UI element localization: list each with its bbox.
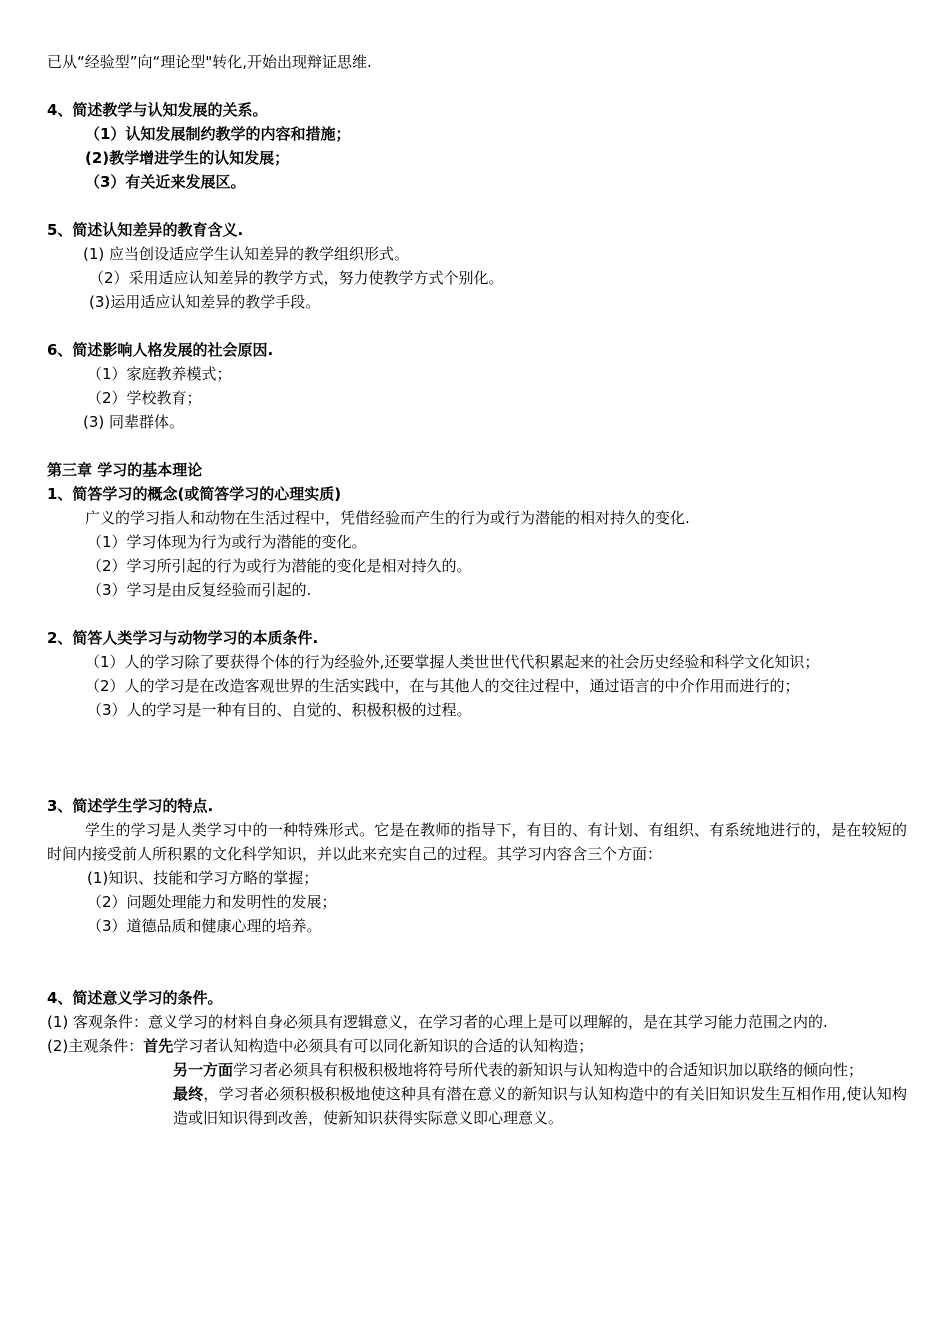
q5-title: 5、简述认知差异的教育含义. [47, 221, 244, 239]
q6-item-3: (3) 同辈群体。 [83, 413, 185, 431]
first-text: 学习者认知构造中必须具有可以同化新知识的合适的认知构造； [173, 1037, 594, 1055]
ch3-q4-final [47, 1082, 907, 1130]
ch3-q4-objective: (1) 客观条件：意义学习的材料自身必须具有逻辑意义，在学习者的心理上是可以理解的，是在其学习能力范围之内的. [47, 1013, 828, 1031]
ch3-q2-item-2: （2）人的学习是在改造客观世界的生活实践中，在与其他人的交往过程中，通过语言的中介作用而进行的； [85, 677, 800, 695]
ch3-q1-item-2: （2）学习所引起的行为或行为潜能的变化是相对持久的。 [87, 557, 472, 575]
ch3-q2-item-1: （1）人的学习除了要获得个体的行为经验外,还要掌握人类世世代代积累起来的社会历史经验和科学文化知识； [85, 653, 820, 671]
q6-item-1: （1）家庭教养模式； [87, 365, 232, 383]
ch3-q3-title: 3、简述学生学习的特点. [47, 797, 214, 815]
q4-title: 4、简述教学与认知发展的关系。 [47, 101, 268, 119]
first-bold: 首先 [143, 1037, 174, 1055]
ch3-q2-item-3: （3）人的学习是一种有目的、自觉的、积极积极的过程。 [87, 701, 472, 719]
q5-item-3: (3)运用适应认知差异的教学手段。 [89, 293, 321, 311]
intro-line: 已从“经验型”向“理论型"转化,开始出现辩证思维. [47, 53, 372, 71]
final-text: ，学习者必须积极积极地使这种具有潜在意义的新知识与认知构造中的有关旧知识发生互相作用,使认知构造或旧知识得到改善，使新知识获得实际意义即心理意义。 [173, 1085, 907, 1127]
ch3-q3-item-2: （2）问题处理能力和发明性的发展； [87, 893, 337, 911]
ch3-q3-item-1: (1)知识、技能和学习方略的掌握； [87, 869, 319, 887]
q6-item-2: （2）学校教育； [87, 389, 202, 407]
q4-item-3: （3）有关近来发展区。 [85, 173, 246, 191]
subjective-label: (2)主观条件： [47, 1037, 144, 1055]
q4-item-2: (2)教学增进学生的认知发展； [85, 149, 290, 167]
ch3-q3-paragraph: 学生的学习是人类学习中的一种特殊形式。它是在教师的指导下，有目的、有计划、有组织、有系统地进行的，是在较短的时间内接受前人所积累的文化科学知识，并以此来充实自己的过程。其学习内容含三个方面： [47, 821, 907, 863]
chapter3-title: 第三章 学习的基本理论 [47, 461, 203, 479]
ch3-q1-title: 1、简答学习的概念(或简答学习的心理实质) [47, 485, 342, 503]
q4-item-1: （1）认知发展制约教学的内容和措施； [85, 125, 351, 143]
q5-item-2: （2）采用适应认知差异的教学方式，努力使教学方式个别化。 [89, 269, 504, 287]
ch3-q1-item-1: （1）学习体现为行为或行为潜能的变化。 [87, 533, 367, 551]
q6-title: 6、简述影响人格发展的社会原因. [47, 341, 274, 359]
document-page [47, 50, 907, 1130]
second-text: 学习者必须具有积极积极地将符号所代表的新知识与认知构造中的合适知识加以联络的倾向性； [233, 1061, 864, 1079]
ch3-q4-title: 4、简述意义学习的条件。 [47, 989, 223, 1007]
ch3-q2-title: 2、简答人类学习与动物学习的本质条件. [47, 629, 319, 647]
final-bold: 最终 [173, 1085, 204, 1103]
q5-item-1: (1) 应当创设适应学生认知差异的教学组织形式。 [83, 245, 410, 263]
ch3-q1-definition: 广义的学习指人和动物在生活过程中，凭借经验而产生的行为或行为潜能的相对持久的变化. [85, 509, 690, 527]
ch3-q4-subjective-first [47, 1034, 907, 1058]
second-bold: 另一方面 [173, 1061, 234, 1079]
ch3-q3-item-3: （3）道德品质和健康心理的培养。 [87, 917, 322, 935]
ch3-q1-item-3: （3）学习是由反复经验而引起的. [87, 581, 312, 599]
ch3-q4-second [47, 1058, 907, 1082]
